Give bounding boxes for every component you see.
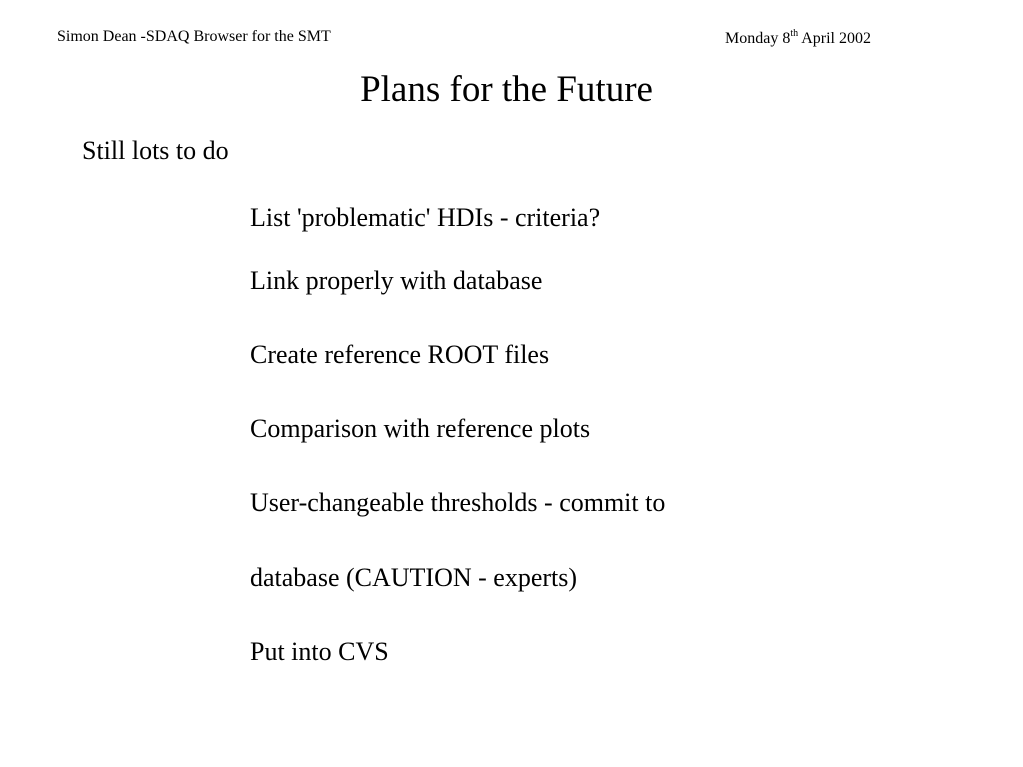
- slide-intro: Still lots to do: [82, 136, 229, 165]
- header-date-prefix: Monday 8: [725, 30, 791, 47]
- bullet-item-continuation: database (CAUTION - experts): [250, 563, 578, 592]
- bullet-item: Comparison with reference plots: [250, 414, 591, 443]
- header-date: [725, 27, 871, 48]
- bullet-item: Put into CVS: [250, 637, 389, 666]
- bullet-item: Link properly with database: [250, 266, 543, 295]
- bullet-item: Create reference ROOT files: [250, 340, 550, 369]
- bullet-item: User-changeable thresholds - commit to: [250, 488, 666, 517]
- header-date-superscript: th: [790, 27, 799, 39]
- slide-title: Plans for the Future: [360, 69, 653, 110]
- header-author-line: Simon Dean -SDAQ Browser for the SMT: [57, 28, 331, 45]
- header-date-suffix: April 2002: [798, 30, 871, 47]
- bullet-item: List 'problematic' HDIs - criteria?: [250, 203, 601, 232]
